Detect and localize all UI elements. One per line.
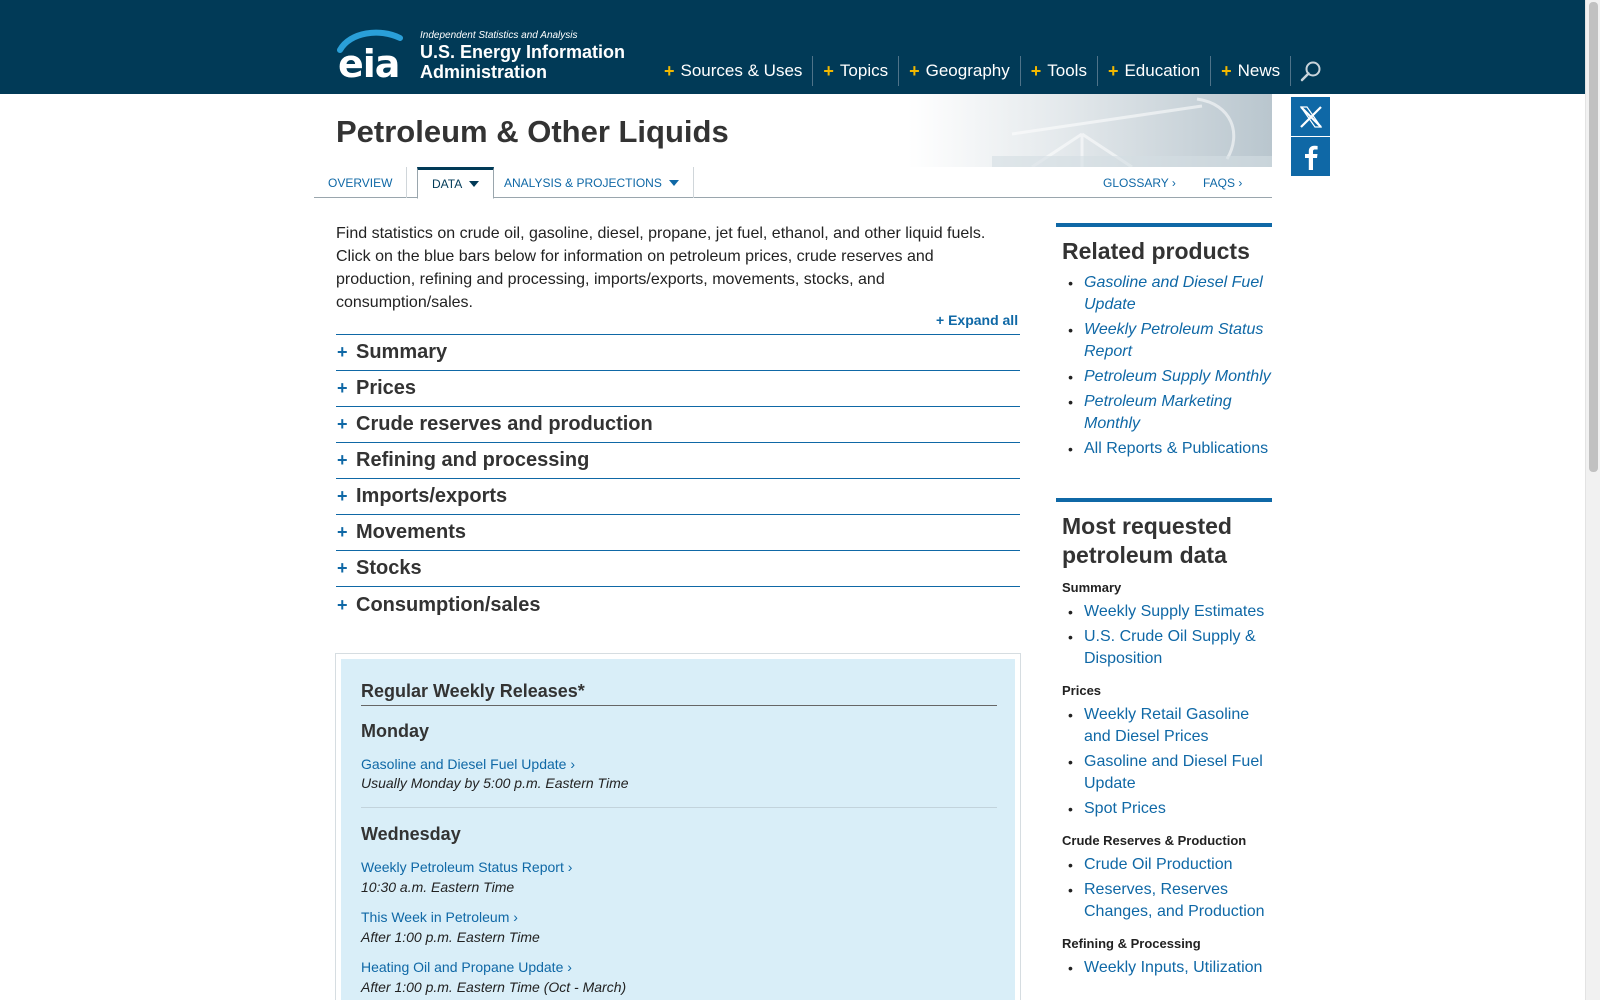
accordion-prices[interactable] bbox=[336, 371, 1020, 407]
weekly-releases-box bbox=[335, 653, 1021, 1000]
accordion-label: Crude reserves and production bbox=[356, 413, 653, 435]
weekly-releases-title: Regular Weekly Releases* bbox=[361, 681, 997, 706]
nav-news[interactable] bbox=[1211, 56, 1291, 86]
plus-icon: + bbox=[1030, 60, 1042, 81]
list-item[interactable]: • U.S. Crude Oil Supply & Disposition bbox=[1064, 626, 1272, 670]
eia-logo[interactable] bbox=[336, 28, 626, 84]
release-link[interactable]: Heating Oil and Propane Update › bbox=[361, 959, 572, 975]
list-item[interactable]: • Weekly Retail Gasoline and Diesel Prices bbox=[1064, 704, 1272, 748]
tab-analysis-projections[interactable] bbox=[490, 167, 694, 198]
release-time: After 1:00 p.m. Eastern Time (Oct - March) bbox=[361, 979, 627, 995]
group-heading: Crude Reserves & Production bbox=[1062, 833, 1247, 848]
oil-pumpjack-illustration bbox=[972, 94, 1272, 167]
accordion-refining[interactable] bbox=[336, 443, 1020, 479]
search-button[interactable] bbox=[1291, 56, 1331, 86]
main-nav bbox=[654, 56, 1331, 86]
accordion-stocks[interactable] bbox=[336, 551, 1020, 587]
list-item[interactable]: • Crude Oil Production bbox=[1064, 854, 1272, 876]
tab-label: DATA bbox=[432, 177, 463, 191]
release-time: After 1:00 p.m. Eastern Time bbox=[361, 929, 540, 945]
page-scrollbar[interactable] bbox=[1585, 0, 1600, 1000]
plus-icon: + bbox=[337, 378, 348, 398]
faqs-link[interactable]: FAQS › bbox=[1203, 175, 1243, 190]
group-list bbox=[1056, 951, 1272, 979]
accordion-imports-exports[interactable] bbox=[336, 479, 1020, 515]
list-item[interactable]: • Reserves, Reserves Changes, and Production bbox=[1064, 879, 1272, 923]
release-link[interactable]: Gasoline and Diesel Fuel Update › bbox=[361, 756, 576, 772]
accordion-label: Prices bbox=[356, 377, 417, 399]
accordion-label: Imports/exports bbox=[356, 485, 508, 507]
accordion-crude-reserves[interactable] bbox=[336, 407, 1020, 443]
caret-down-icon bbox=[669, 180, 679, 186]
tab-data[interactable] bbox=[417, 167, 494, 199]
accordion-label: Movements bbox=[356, 521, 467, 543]
list-item[interactable]: • All Reports & Publications bbox=[1064, 438, 1272, 460]
plus-icon: + bbox=[909, 60, 920, 81]
tab-label: ANALYSIS & PROJECTIONS bbox=[504, 175, 662, 190]
plus-icon: + bbox=[337, 342, 348, 362]
accordion-label: Summary bbox=[356, 341, 448, 363]
plus-icon: + bbox=[664, 60, 675, 81]
intro-text: Find statistics on crude oil, gasoline, diesel, propane, jet fuel, ethanol, and other liquid fuels. Click on the blue bars below for information on petroleum prices, crude reserves and production, refining and processing, imports/exports, movements, stocks, and consumption/sales. bbox=[336, 225, 986, 311]
accordion-summary[interactable] bbox=[336, 335, 1020, 371]
facebook-icon bbox=[1301, 144, 1321, 170]
x-twitter-icon bbox=[1299, 105, 1323, 129]
glossary-link[interactable]: GLOSSARY › bbox=[1103, 175, 1176, 190]
day-heading: Wednesday bbox=[361, 824, 461, 844]
group-heading: Refining & Processing bbox=[1062, 936, 1201, 951]
search-icon bbox=[1300, 60, 1322, 82]
nav-label: Education bbox=[1124, 61, 1201, 80]
list-item[interactable]: • Gasoline and Diesel Fuel Update bbox=[1064, 751, 1272, 795]
data-accordion bbox=[336, 334, 1020, 623]
group-list bbox=[1056, 698, 1272, 820]
day-heading: Monday bbox=[361, 721, 430, 741]
plus-icon: + bbox=[337, 594, 348, 615]
nav-education[interactable] bbox=[1098, 56, 1211, 86]
related-products-title: Related products bbox=[1062, 238, 1250, 264]
list-item[interactable]: • Spot Prices bbox=[1064, 798, 1272, 820]
nav-label: News bbox=[1237, 61, 1281, 80]
page-title: Petroleum & Other Liquids bbox=[336, 114, 729, 149]
scrollbar-thumb[interactable] bbox=[1589, 2, 1598, 472]
release-time: 10:30 a.m. Eastern Time bbox=[361, 879, 515, 895]
list-item[interactable]: • Petroleum Supply Monthly bbox=[1064, 366, 1272, 388]
release-link[interactable]: Weekly Petroleum Status Report › bbox=[361, 859, 573, 875]
logo-eia-text: eia bbox=[338, 42, 400, 86]
most-requested-title: Most requested petroleum data bbox=[1062, 513, 1232, 568]
nav-label: Tools bbox=[1047, 61, 1087, 80]
nav-geography[interactable] bbox=[899, 56, 1021, 86]
expand-all-link[interactable]: + Expand all bbox=[936, 312, 1019, 328]
release-time: Usually Monday by 5:00 p.m. Eastern Time bbox=[361, 775, 629, 791]
plus-icon: + bbox=[337, 450, 348, 470]
share-x-button[interactable] bbox=[1291, 97, 1330, 136]
accordion-label: Stocks bbox=[356, 557, 422, 579]
list-item[interactable]: • Weekly Inputs, Utilization bbox=[1064, 957, 1272, 979]
share-facebook-button[interactable] bbox=[1291, 137, 1330, 176]
most-requested-data bbox=[1056, 498, 1272, 982]
sub-nav bbox=[314, 167, 1272, 198]
plus-icon: + bbox=[337, 486, 348, 506]
divider bbox=[361, 807, 997, 808]
group-list bbox=[1056, 595, 1272, 670]
tab-label: OVERVIEW bbox=[328, 175, 393, 190]
nav-label: Sources & Uses bbox=[680, 61, 803, 80]
plus-icon: + bbox=[1107, 60, 1119, 81]
nav-label: Geography bbox=[925, 61, 1010, 80]
group-heading: Summary bbox=[1062, 580, 1122, 595]
plus-icon: + bbox=[337, 558, 348, 578]
plus-icon: + bbox=[1221, 60, 1232, 81]
tab-overview[interactable] bbox=[314, 167, 407, 198]
nav-label: Topics bbox=[839, 61, 889, 80]
accordion-label: Consumption/sales bbox=[356, 593, 541, 616]
accordion-movements[interactable] bbox=[336, 515, 1020, 551]
accordion-consumption-sales[interactable] bbox=[336, 587, 1020, 623]
site-header bbox=[0, 0, 1585, 94]
plus-icon: + bbox=[337, 522, 348, 542]
list-item[interactable]: • Gasoline and Diesel Fuel Update bbox=[1064, 272, 1272, 316]
list-item[interactable]: • Weekly Supply Estimates bbox=[1064, 601, 1272, 623]
weekly-releases-panel bbox=[341, 659, 1015, 1000]
list-item[interactable]: • Weekly Petroleum Status Report bbox=[1064, 319, 1272, 363]
related-products bbox=[1056, 223, 1272, 463]
accordion-label: Refining and processing bbox=[356, 449, 590, 471]
group-heading: Prices bbox=[1062, 683, 1102, 698]
nav-sources-uses[interactable] bbox=[654, 56, 813, 86]
caret-down-icon bbox=[469, 181, 479, 187]
release-link[interactable]: This Week in Petroleum › bbox=[361, 909, 518, 925]
group-list bbox=[1056, 848, 1272, 923]
list-item[interactable]: • Petroleum Marketing Monthly bbox=[1064, 391, 1272, 435]
plus-icon: + bbox=[337, 414, 348, 434]
nav-topics[interactable] bbox=[813, 56, 899, 86]
logo-tagline: Independent Statistics and Analysis bbox=[420, 30, 578, 41]
related-products-list bbox=[1056, 266, 1272, 460]
page-banner bbox=[314, 94, 1272, 167]
nav-tools[interactable] bbox=[1021, 56, 1098, 86]
plus-icon: + bbox=[823, 60, 834, 81]
logo-org-name: U.S. Energy Information Administration bbox=[420, 42, 626, 82]
